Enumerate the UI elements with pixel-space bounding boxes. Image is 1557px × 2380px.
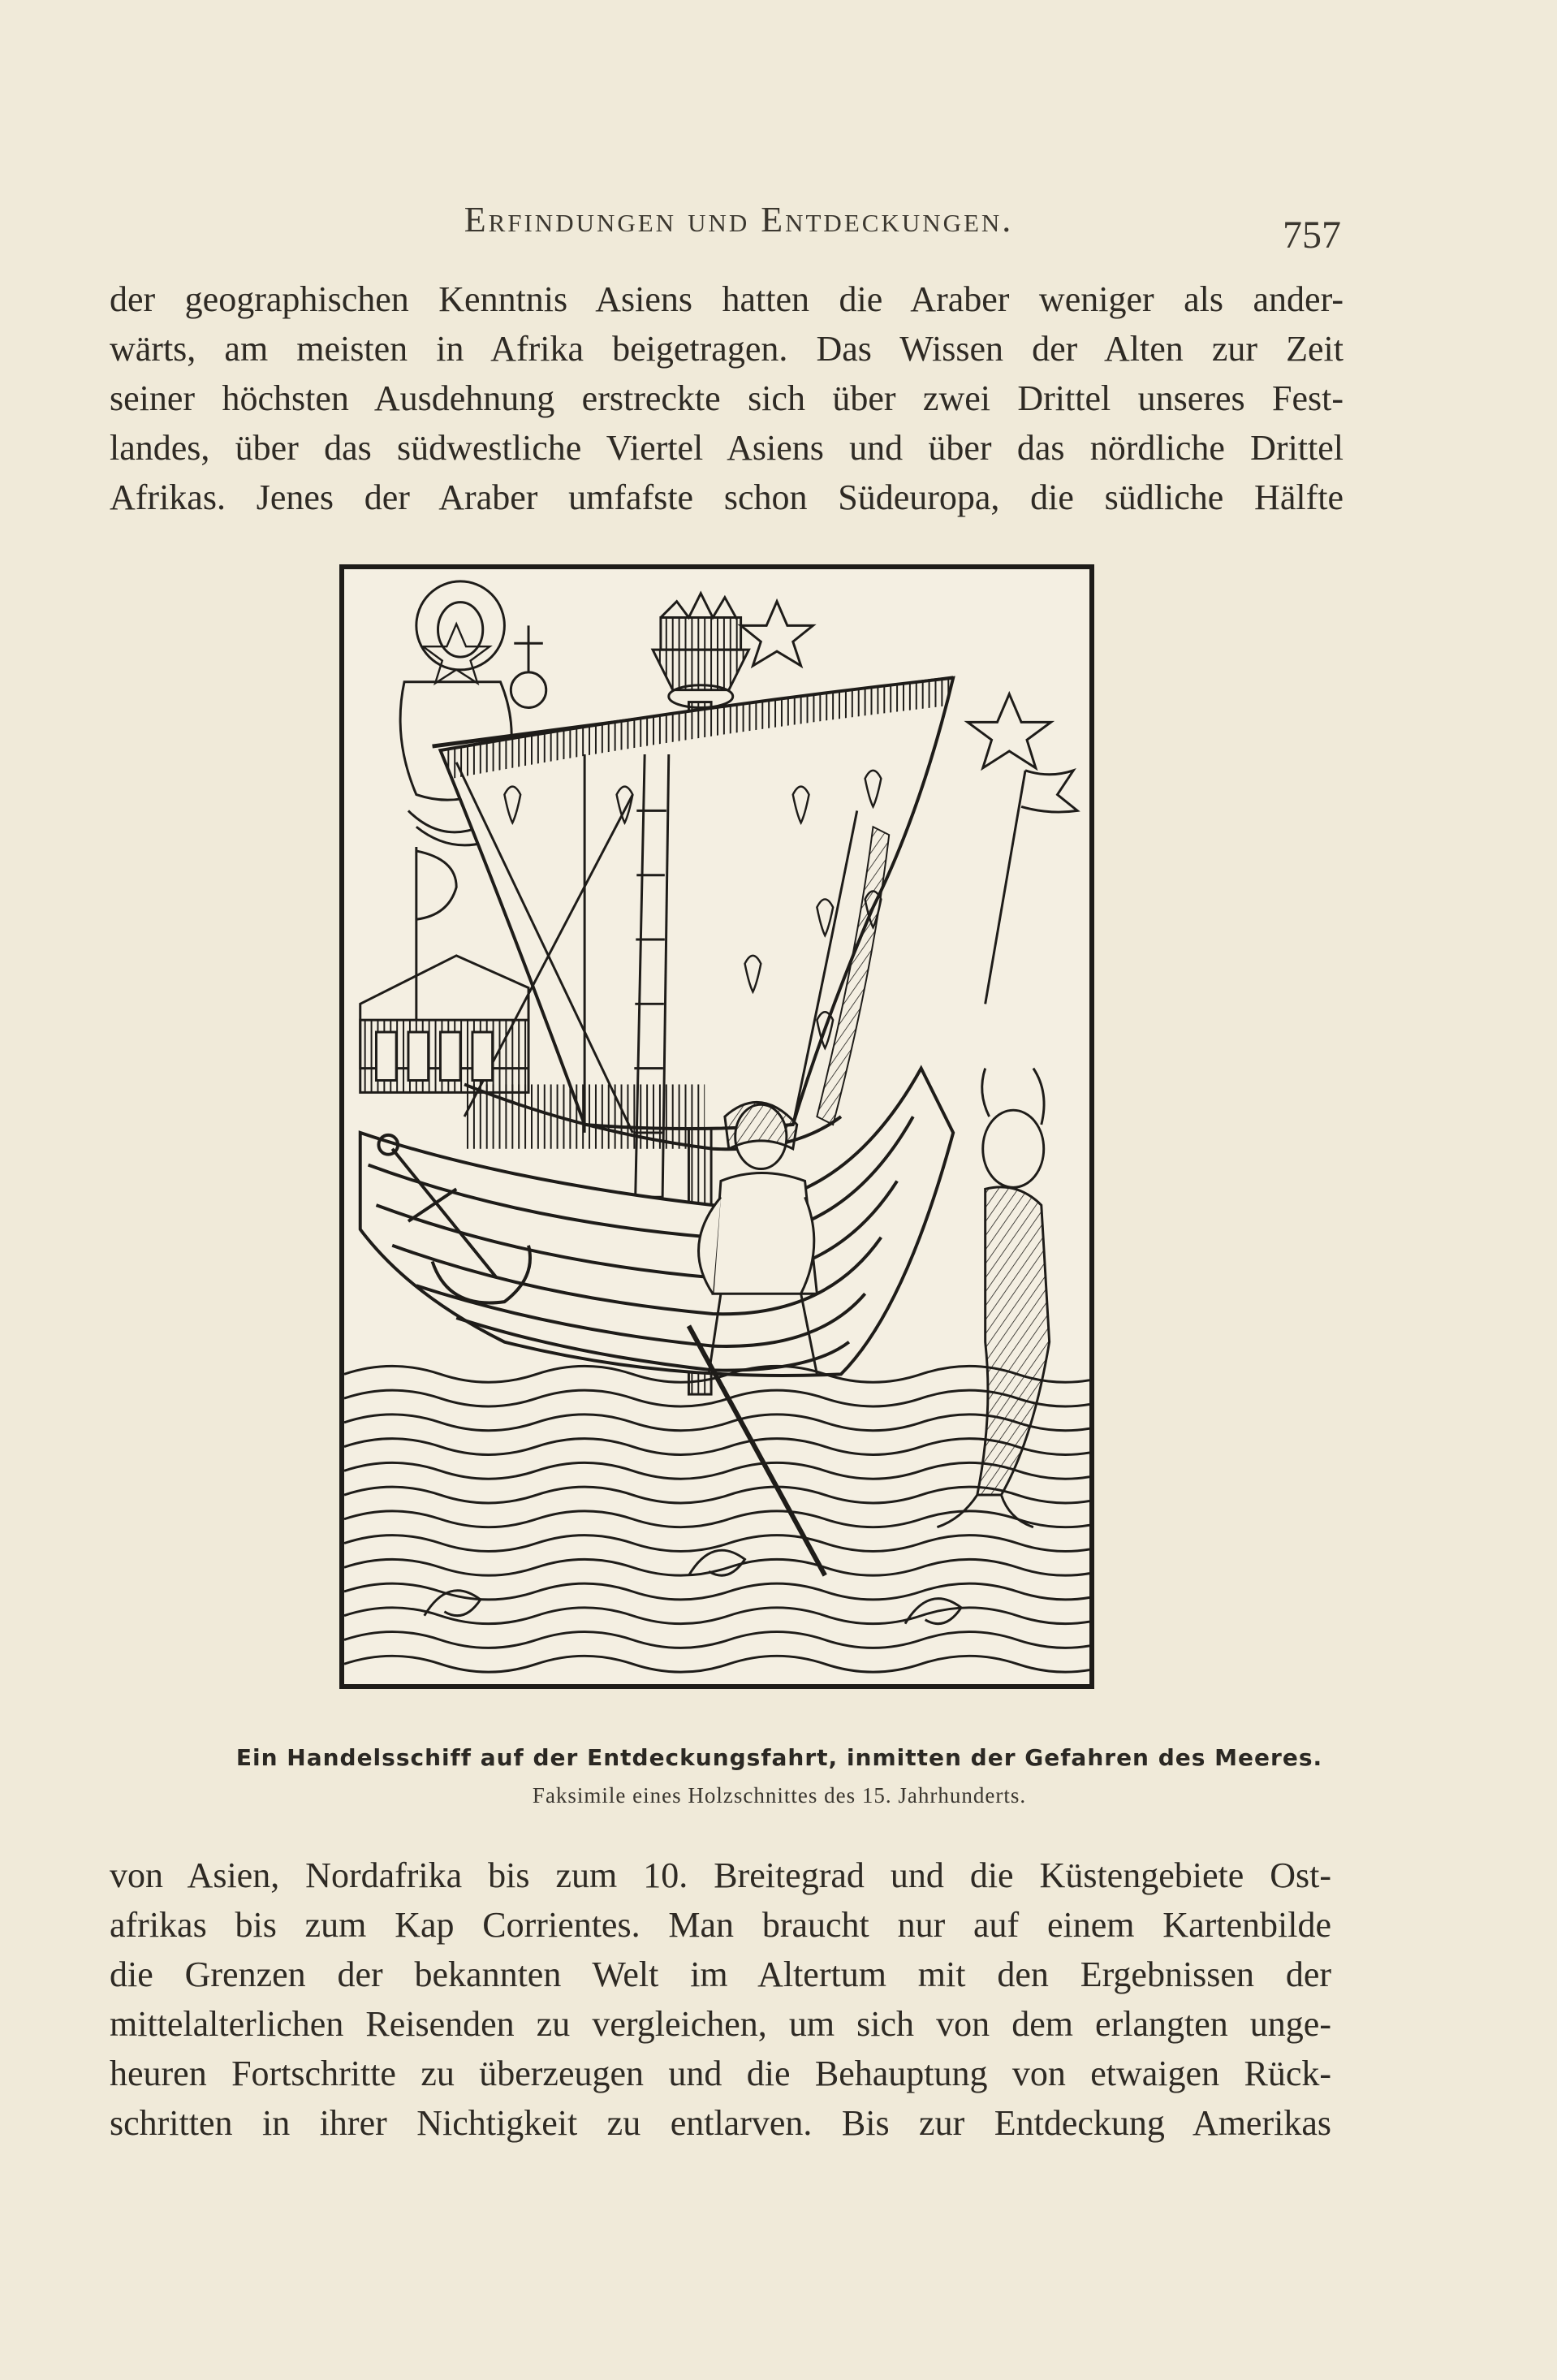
body-text-bottom — [110, 1851, 1331, 2148]
text-line: heuren Fortschritte zu überzeugen und die Behauptung von etwaigen Rück- — [110, 2054, 1331, 2093]
text-line: afrikas bis zum Kap Corrientes. Man braucht nur auf einem Kartenbilde — [110, 1905, 1331, 1945]
text-line: von Asien, Nordafrika bis zum 10. Breitegrad und die Küstengebiete Ost- — [110, 1855, 1331, 1895]
ship-woodcut-image — [344, 569, 1089, 1684]
text-line: schritten in ihrer Nichtigkeit zu entlarven. Bis zur Entdeckung Amerikas — [110, 2103, 1331, 2143]
text-line: landes, über das südwestliche Viertel Asiens und über das nördliche Drittel — [110, 428, 1344, 468]
body-text-top — [110, 274, 1344, 522]
text-line: die Grenzen der bekannten Welt im Altertum mit den Ergebnissen der — [110, 1955, 1331, 1994]
stern-castle — [360, 956, 528, 1093]
figure-caption: Ein Handelsschiff auf der Entdeckungsfahrt, inmitten der Gefahren des Meeres. — [235, 1744, 1323, 1771]
page-number: 757 — [1283, 214, 1341, 257]
flag-right — [986, 771, 1078, 1004]
text-line: mittelalterlichen Reisenden zu vergleichen, um sich von dem erlangten unge- — [110, 2004, 1331, 2044]
ship-hull — [360, 1069, 953, 1376]
text-line: Afrikas. Jenes der Araber umfafste schon Südeuropa, die südliche Hälfte — [110, 477, 1344, 517]
woodcut-illustration — [339, 564, 1094, 1689]
devil-figure — [937, 1069, 1049, 1527]
sea-waves — [344, 1366, 1089, 1672]
running-head: Erfindungen und Entdeckungen. — [464, 200, 1014, 240]
text-line: seiner höchsten Ausdehnung erstreckte sich über zwei Drittel unseres Fest- — [110, 378, 1344, 418]
figure-subcaption: Faksimile eines Holzschnittes des 15. Jahrhunderts. — [532, 1783, 1027, 1808]
text-line: wärts, am meisten in Afrika beigetragen. Das Wissen der Alten zur Zeit — [110, 329, 1344, 369]
crows-nest — [653, 594, 748, 708]
flag-left — [416, 847, 456, 1020]
text-line: der geographischen Kenntnis Asiens hatten die Araber weniger als ander- — [110, 279, 1344, 319]
